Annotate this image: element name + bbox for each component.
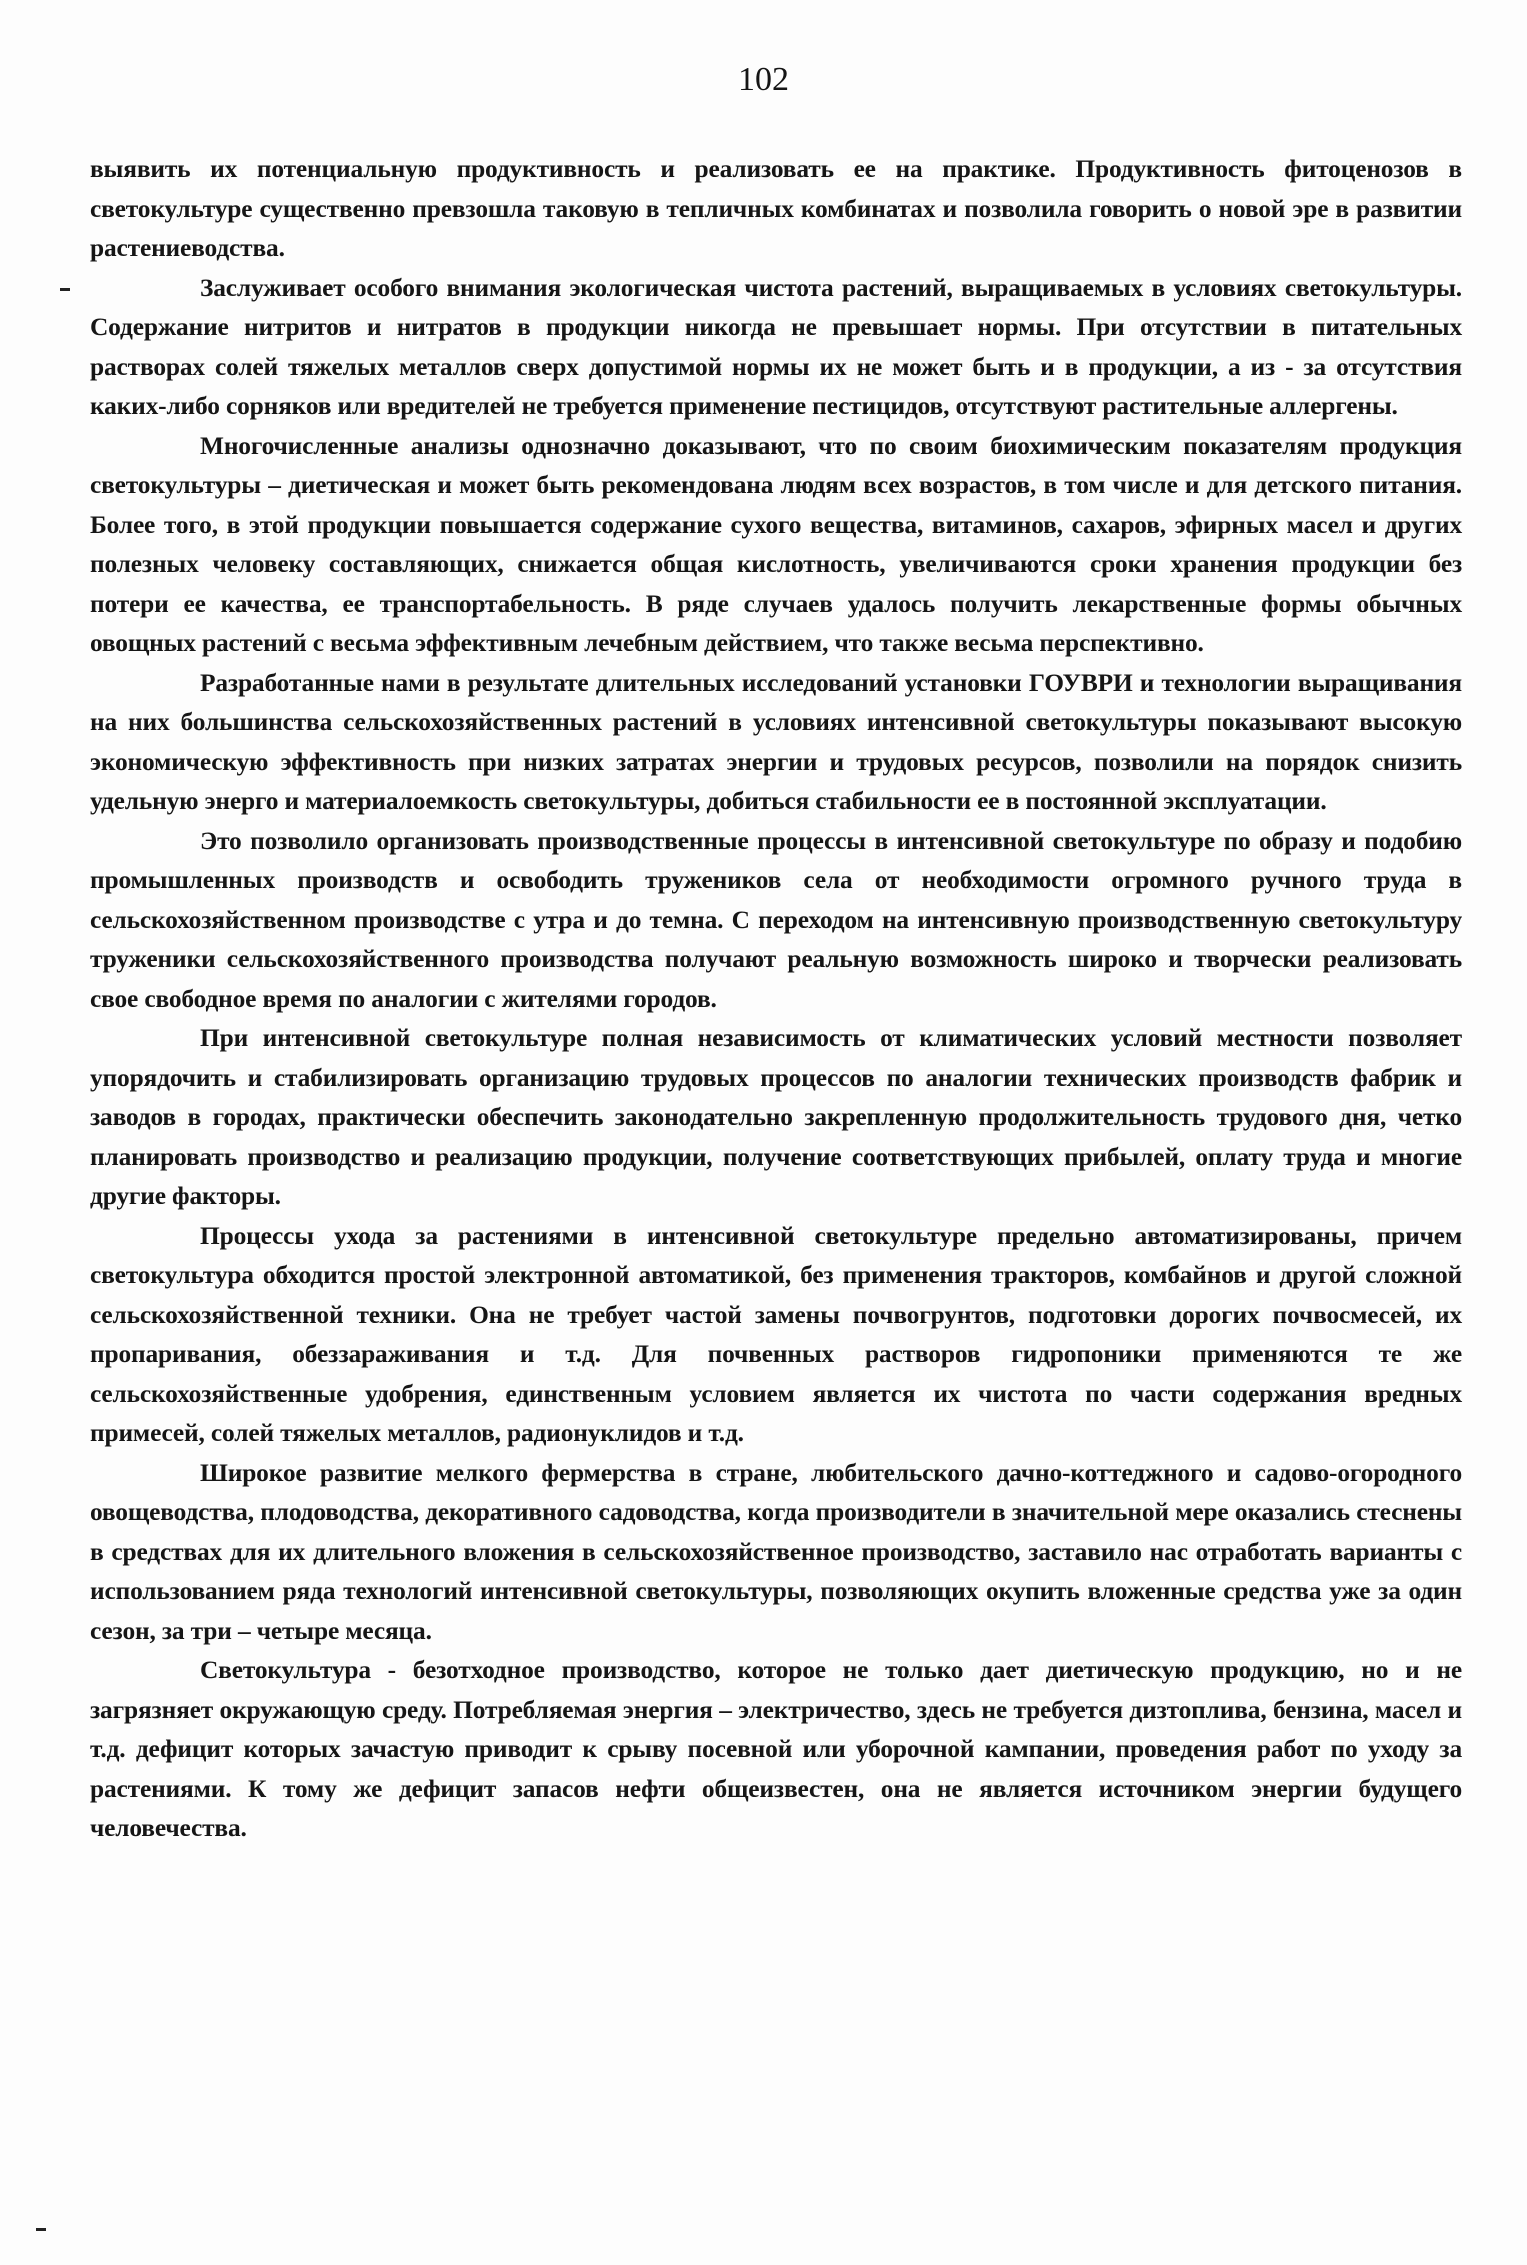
paragraph: Процессы ухода за растениями в интенсивной светокультуре предельно автоматизированы, причем светокультура обходится простой электронной автоматикой, без применения тракторов, комбайнов и другой сложной сельскохозяйственной техники. Она не требует частой замены почвогрунтов, подготовки дорогих почвосмесей, их пропаривания, обеззараживания и т.д. Для почвенных растворов гидропоники применяются те же сельскохозяйственные удобрения, единственным условием является их чистота по части содержания вредных примесей, солей тяжелых металлов, радионуклидов и т.д. (90, 1221, 1462, 1447)
page-number: 102 (738, 61, 789, 98)
paragraph: Заслуживает особого внимания экологическая чистота растений, выращиваемых в условиях светокультуры. Содержание нитритов и нитратов в продукции никогда не превышает нормы. При отсутствии в питательных растворах солей тяжелых металлов сверх допустимой нормы их не может быть и в продукции, а из - за отсутствия каких-либо сорняков или вредителей не требуется применение пестицидов, отсутствуют растительные аллергены. (90, 273, 1462, 420)
paragraph: Многочисленные анализы однозначно доказывают, что по своим биохимическим показателям продукция светокультуры – диетическая и может быть рекомендована людям всех возрастов, в том числе и для детского питания. Более того, в этой продукции повышается содержание сухого вещества, витаминов, сахаров, эфирных масел и других полезных человеку составляющих, снижается общая кислотность, увеличиваются сроки хранения продукции без потери ее качества, ее транспортабельность. В ряде случаев удалось получить лекарственные формы обычных овощных растений с весьма эффективным лечебным действием, что также весьма перспективно. (90, 431, 1462, 657)
paragraph: Это позволило организовать производственные процессы в интенсивной светокультуре по образу и подобию промышленных производств и освободить тружеников села от необходимости огромного ручного труда в сельскохозяйственном производстве с утра и до темна. С переходом на интенсивную производственную светокультуру труженики сельскохозяйственного производства получают реальную возможность широко и творчески реализовать свое свободное время по аналогии с жителями городов. (90, 826, 1462, 1013)
paragraph: Светокультура - безотходное производство, которое не только дает диетическую продукцию, но и не загрязняет окружающую среду. Потребляемая энергия – электричество, здесь не требуется дизтоплива, бензина, масел и т.д. дефицит которых зачастую приводит к срыву посевной или уборочной кампании, проведения работ по уходу за растениями. К тому же дефицит запасов нефти общеизвестен, она не является источником энергии будущего человечества. (90, 1656, 1462, 1842)
margin-mark (60, 288, 70, 291)
paragraph: выявить их потенциальную продуктивность и реализовать ее на практике. Продуктивность фитоценозов в светокультуре существенно превзошла таковую в тепличных комбинатах и позволила говорить о новой эре в развитии растениеводства. (90, 155, 1462, 262)
margin-mark (36, 2228, 46, 2231)
paragraph: При интенсивной светокультуре полная независимость от климатических условий местности позволяет упорядочить и стабилизировать организацию трудовых процессов по аналогии технических производств фабрик и заводов в городах, практически обеспечить законодательно закрепленную продолжительность трудового дня, четко планировать производство и реализацию продукции, получение соответствующих прибылей, оплату труда и многие другие факторы. (90, 1024, 1462, 1210)
paragraph: Широкое развитие мелкого фермерства в стране, любительского дачно-коттеджного и садово-огородного овощеводства, плодоводства, декоративного садоводства, когда производители в значительной мере оказались стеснены в средствах для их длительного вложения в сельскохозяйственное производство, заставило нас отработать варианты с использованием ряда технологий интенсивной светокультуры, позволяющих окупить вложенные средства уже за один сезон, за три – четыре месяца. (90, 1458, 1462, 1645)
body-text (90, 150, 1462, 1849)
paragraph: Разработанные нами в результате длительных исследований установки ГОУВРИ и технологии выращивания на них большинства сельскохозяйственных растений в условиях интенсивной светокультуры показывают высокую экономическую эффективность при низких затратах энергии и трудовых ресурсов, позволили на порядок снизить удельную энерго и материалоемкость светокультуры, добиться стабильности ее в постоянной эксплуатации. (90, 668, 1462, 815)
